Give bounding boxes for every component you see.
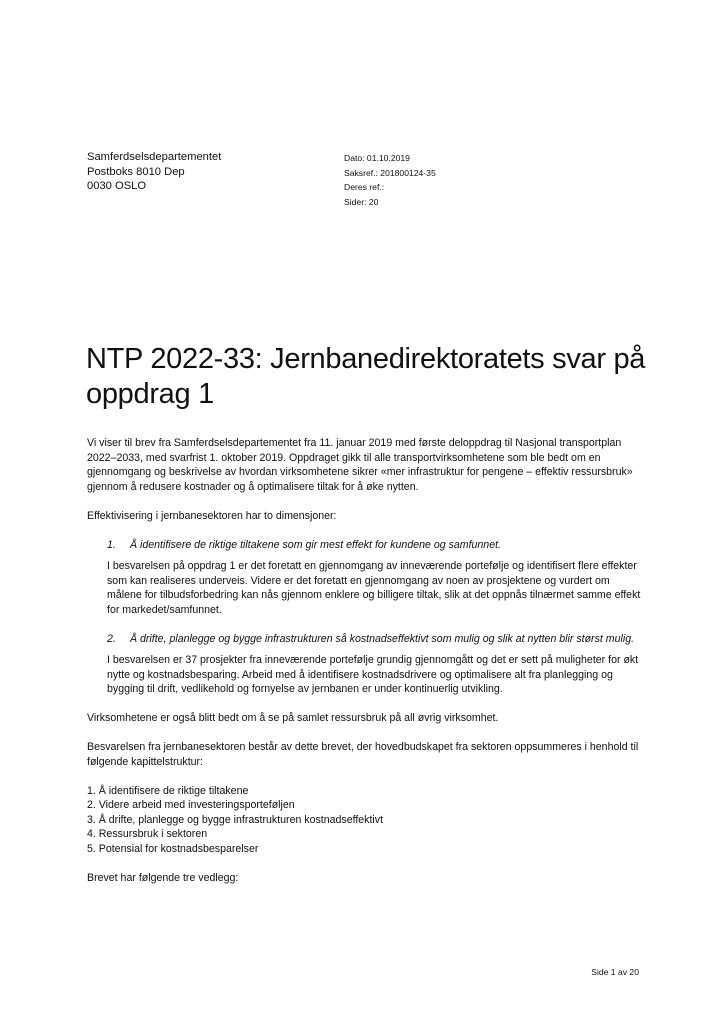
resource-use-paragraph: Virksomhetene er også blitt bedt om å se på samlet ressursbruk på all øvrig virksomhet. — [87, 712, 499, 724]
recipient-name: Samferdselsdepartementet — [87, 151, 222, 163]
meta-your-ref: Deres ref.: — [344, 182, 385, 192]
numbered-item-2 — [107, 632, 642, 647]
structure-paragraph: Besvarelsen fra jernbanesektoren består av dette brevet, der hovedbudskapet fra sektoren oppsummeres i henhold til følgende kapittelstruktur: — [87, 741, 639, 768]
list-item: 3. Å drifte, planlegge og bygge infrastrukturen kostnadseffektivt — [87, 813, 384, 826]
list-item: 2. Videre arbeid med investeringsporteføljen — [87, 799, 295, 811]
meta-case-ref: Saksref.: 201800124-35 — [344, 167, 436, 178]
item1-detail: I besvarelsen på oppdrag 1 er det foretatt en gjennomgang av inneværende portefølje og identifisert flere effekter som kan realiseres underveis. Videre er det foretatt en gjennomgang av noen av prosjektene og vurdert om målene for tilbudsforbedring kan nås gjennom enklere og billigere tiltak, slik at det oppnås tilnærmet samme effekt for markedet/samfunnet. — [107, 560, 641, 616]
chapter-list — [87, 784, 642, 857]
item-text: Å identifisere de riktige tiltakene som gir mest effekt for kundene og samfunnet. — [130, 538, 501, 551]
page-title: NTP 2022-33: Jernbanedirektoratets svar på oppdrag 1 — [86, 343, 646, 410]
item-number: 1. — [107, 538, 116, 551]
meta-pages: Sider: 20 — [344, 196, 379, 207]
letter-body — [87, 436, 642, 900]
recipient-address — [87, 150, 221, 194]
attachments-paragraph: Brevet har følgende tre vedlegg: — [87, 871, 239, 884]
list-item: 5. Potensial for kostnadsbesparelser — [87, 842, 259, 855]
recipient-postbox: Postboks 8010 Dep — [87, 165, 185, 178]
letter-meta — [344, 151, 436, 209]
page-number: Side 1 av 20 — [591, 967, 639, 977]
recipient-postal: 0030 OSLO — [87, 180, 147, 192]
list-item: 4. Ressursbruk i sektoren — [87, 828, 208, 840]
item2-detail: I besvarelsen er 37 prosjekter fra inneværende portefølje grundig gjennomgått og det er sett på muligheter for økt nytte og kostnadsbesparing. Arbeid med å identifisere kostnadsdrivere og optimalisere alt fra planlegging og bygging til drift, vedlikehold og fornyelse av jernbanen er under kontinuerlig utvikling. — [107, 654, 639, 695]
item-text: Å drifte, planlegge og bygge infrastrukturen så kostnadseffektivt som mulig og slik at nytten blir størst mulig. — [130, 632, 635, 645]
dimensions-paragraph: Effektivisering i jernbanesektoren har to dimensjoner: — [87, 509, 337, 522]
item-number: 2. — [107, 632, 116, 645]
intro-paragraph: Vi viser til brev fra Samferdselsdepartementet fra 11. januar 2019 med første deloppdrag til Nasjonal transportplan 2022–2033, med svarfrist 1. oktober 2019. Oppdraget gikk til alle transportvirksomhetene som ble bedt om en gjennomgang og beskrivelse av hvordan virksomhetene sikrer «mer infrastruktur for pengene – effektiv ressursbruk» gjennom å redusere kostnader og å optimalisere tiltak for å øke nytten. — [87, 437, 633, 493]
numbered-item-1 — [107, 538, 642, 553]
list-item: 1. Å identifisere de riktige tiltakene — [87, 784, 249, 797]
meta-date: Dato: 01.10.2019 — [344, 153, 410, 163]
